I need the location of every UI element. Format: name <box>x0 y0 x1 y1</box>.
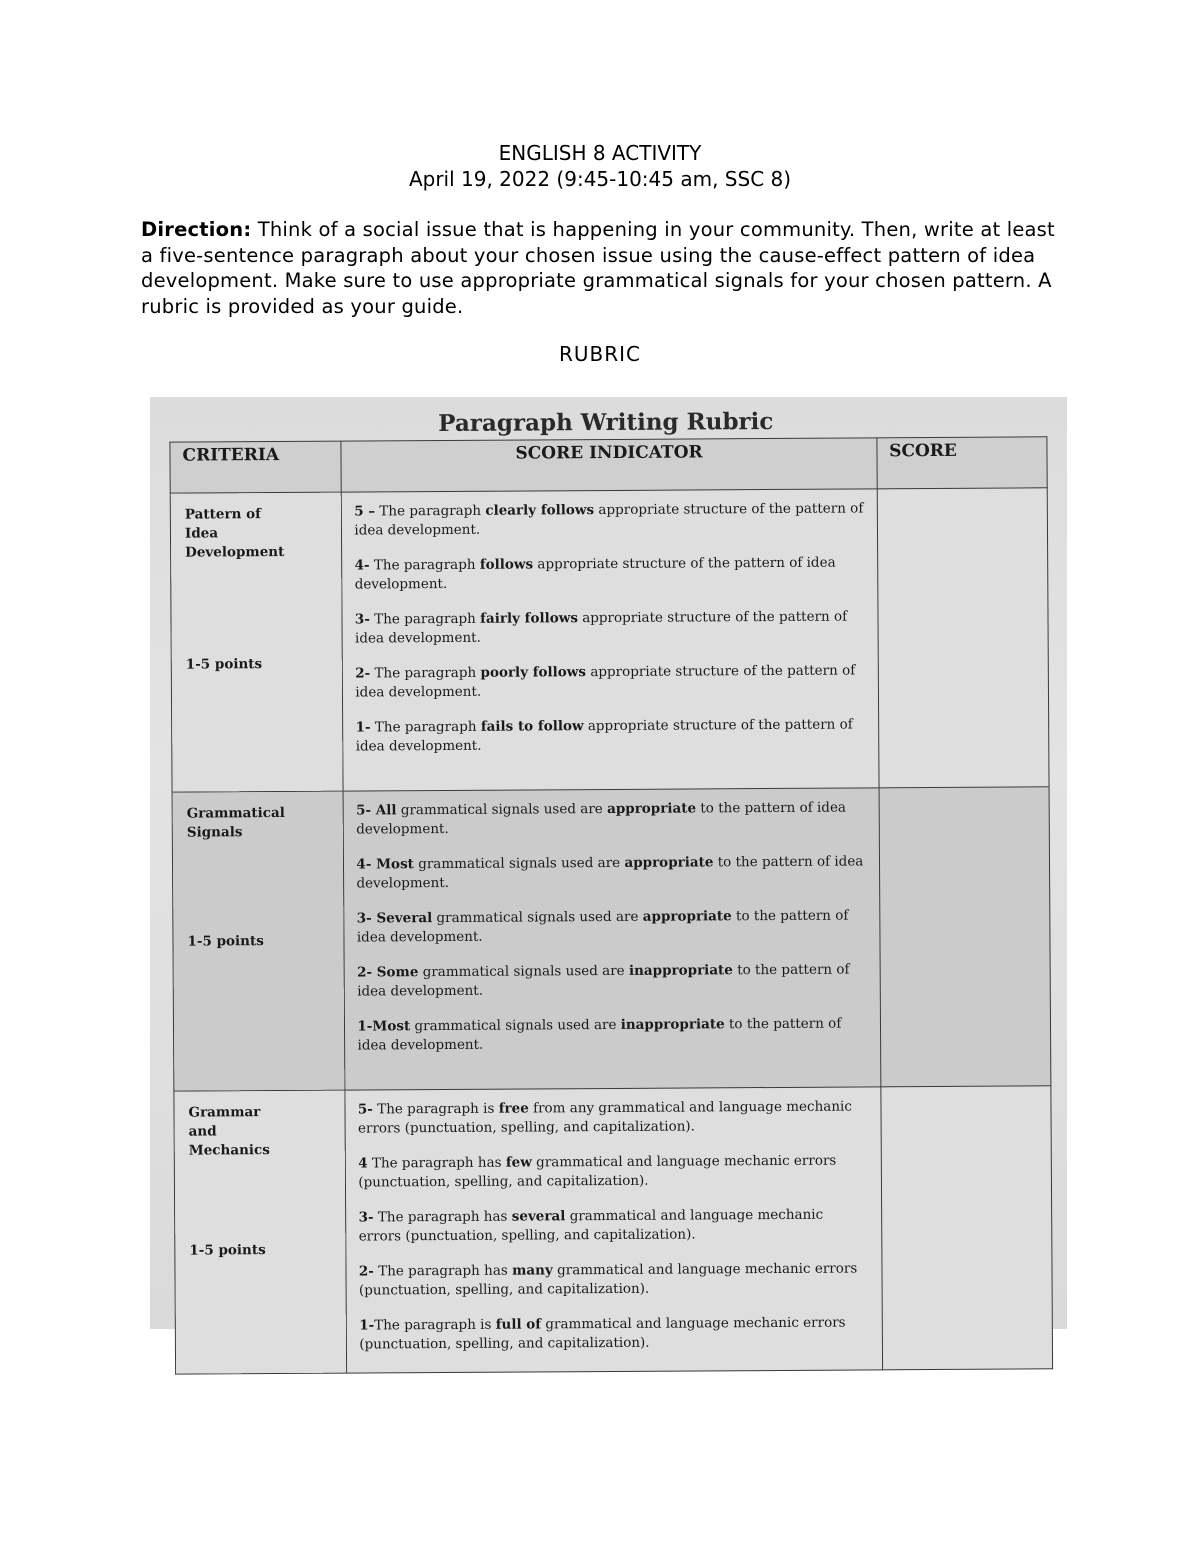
criteria-points: 1-5 points <box>189 1242 266 1259</box>
level-number: 3- Several <box>356 910 433 927</box>
level-emphasis: appropriate <box>624 854 714 871</box>
rubric-table <box>169 436 1053 1374</box>
level-emphasis: inappropriate <box>628 962 733 979</box>
criteria-cell <box>172 791 345 1091</box>
level-text: from any grammatical and language mechanic errors (punctuation, spelling, and capitalization). <box>357 1098 852 1137</box>
level-number: 4- Most <box>356 856 414 873</box>
level-text: The paragraph <box>370 718 481 736</box>
criteria-points: 1-5 points <box>185 656 263 673</box>
level-text: appropriate structure of the pattern of idea development. <box>354 500 864 539</box>
rubric-heading: RUBRIC <box>558 342 641 366</box>
level-emphasis: appropriate <box>606 800 697 818</box>
score-level <box>358 1151 869 1192</box>
criteria-name: Pattern of Idea Development <box>184 506 285 561</box>
score-level <box>356 715 867 756</box>
level-text: grammatical and language mechanic errors (punctuation, spelling, and capitalization). <box>358 1260 858 1299</box>
level-text: grammatical and language mechanic errors (punctuation, spelling, and capitalization). <box>358 1206 824 1245</box>
score-cell[interactable] <box>881 1086 1053 1370</box>
indicator-header: SCORE INDICATOR <box>341 438 877 492</box>
score-level <box>354 499 865 540</box>
score-level <box>358 1097 869 1138</box>
score-level <box>355 607 866 648</box>
level-emphasis: clearly follows <box>485 502 595 519</box>
level-number: 1- <box>359 1317 375 1334</box>
level-text: appropriate structure of the pattern of idea development. <box>354 554 836 593</box>
level-text: to the pattern of idea development. <box>356 799 847 838</box>
level-text: grammatical signals used are <box>432 908 643 927</box>
level-text: grammatical signals used are <box>413 854 625 873</box>
rubric-header-row <box>170 437 1047 493</box>
level-text: grammatical signals used are <box>410 1016 621 1035</box>
score-header: SCORE <box>877 437 1048 489</box>
criteria-cell <box>174 1090 347 1374</box>
level-text: The paragraph <box>375 502 486 520</box>
page-title: ENGLISH 8 ACTIVITY <box>498 141 702 165</box>
level-text: grammatical and language mechanic errors (punctuation, spelling, and capitalization). <box>359 1314 846 1353</box>
score-cell[interactable] <box>877 488 1049 788</box>
score-level <box>356 798 867 839</box>
indicator-cell <box>343 788 880 1090</box>
direction-text: Think of a social issue that is happening in your community. Then, write at least a five-sentence paragraph about your chosen issue using the cause-effect pattern of idea development. Make sure to use appropriate grammatical signals for your chosen pattern. A rubric is provided as your guide. <box>141 218 1055 318</box>
rubric-row <box>170 488 1049 792</box>
rubric-photo <box>150 397 1067 1353</box>
criteria-points: 1-5 points <box>187 933 264 950</box>
direction-label: Direction: <box>141 218 252 241</box>
level-emphasis: many <box>512 1262 553 1279</box>
score-cell[interactable] <box>879 787 1051 1087</box>
criteria-name: Grammar and Mechanics <box>188 1104 270 1159</box>
rubric-title: Paragraph Writing Rubric <box>438 407 774 438</box>
level-emphasis: fairly follows <box>480 610 578 627</box>
level-text: The paragraph <box>369 610 481 628</box>
level-emphasis: inappropriate <box>620 1016 725 1033</box>
criteria-header: CRITERIA <box>170 441 342 493</box>
level-emphasis: poorly follows <box>480 664 587 681</box>
level-emphasis: free <box>498 1100 529 1117</box>
level-text: to the pattern of idea development. <box>356 853 864 892</box>
criteria-name: Grammatical Signals <box>186 804 285 841</box>
rubric-row <box>174 1086 1053 1374</box>
level-emphasis: appropriate <box>642 908 732 925</box>
level-emphasis: full of <box>495 1316 542 1333</box>
level-text: appropriate structure of the pattern of idea development. <box>354 608 848 647</box>
indicator-cell <box>342 489 879 791</box>
level-text: The paragraph is <box>374 1316 496 1334</box>
level-emphasis: few <box>505 1154 532 1171</box>
level-number: 2- Some <box>357 964 419 981</box>
level-number: 2- <box>358 1263 374 1280</box>
direction-paragraph <box>141 217 1061 319</box>
score-level <box>355 661 866 702</box>
level-emphasis: several <box>511 1208 566 1225</box>
level-text: The paragraph <box>370 664 481 682</box>
score-level <box>356 852 867 893</box>
level-number: 4- <box>354 557 370 574</box>
level-emphasis: fails to follow <box>480 718 584 735</box>
level-number: 1-Most <box>357 1018 411 1035</box>
level-number: 3- <box>354 611 370 628</box>
activity-date: April 19, 2022 (9:45-10:45 am, SSC 8) <box>408 167 792 191</box>
level-emphasis: follows <box>479 556 534 573</box>
level-number: 5- <box>357 1101 373 1118</box>
score-level <box>357 1014 868 1055</box>
level-text: The paragraph <box>369 556 480 574</box>
score-level <box>359 1259 870 1300</box>
level-number: 1- <box>355 719 371 736</box>
level-text: The paragraph has <box>373 1208 512 1226</box>
level-text: grammatical signals used are <box>396 801 608 819</box>
level-text: to the pattern of idea development. <box>356 907 849 946</box>
level-text: to the pattern of idea development. <box>357 961 850 1000</box>
level-text: appropriate structure of the pattern of idea development. <box>355 662 856 701</box>
level-text: The paragraph is <box>372 1100 499 1118</box>
level-number: 3- <box>358 1209 374 1226</box>
level-text: The paragraph has <box>373 1262 513 1280</box>
level-text: The paragraph has <box>367 1154 506 1172</box>
level-text: grammatical signals used are <box>418 962 629 981</box>
score-level <box>355 553 866 594</box>
level-text: appropriate structure of the pattern of idea development. <box>355 716 853 755</box>
score-level <box>359 1313 870 1354</box>
level-text: grammatical and language mechanic errors (punctuation, spelling, and capitalization). <box>358 1152 837 1191</box>
indicator-cell <box>345 1087 882 1373</box>
score-level <box>357 906 868 947</box>
level-number: 5- All <box>356 802 397 819</box>
rubric-row <box>172 787 1051 1091</box>
level-number: 5 – <box>354 503 376 520</box>
score-level <box>358 1205 869 1246</box>
level-number: 2- <box>355 665 371 682</box>
score-level <box>357 960 868 1001</box>
level-number: 4 <box>358 1155 368 1172</box>
level-text: to the pattern of idea development. <box>357 1015 842 1054</box>
criteria-cell <box>170 492 343 792</box>
